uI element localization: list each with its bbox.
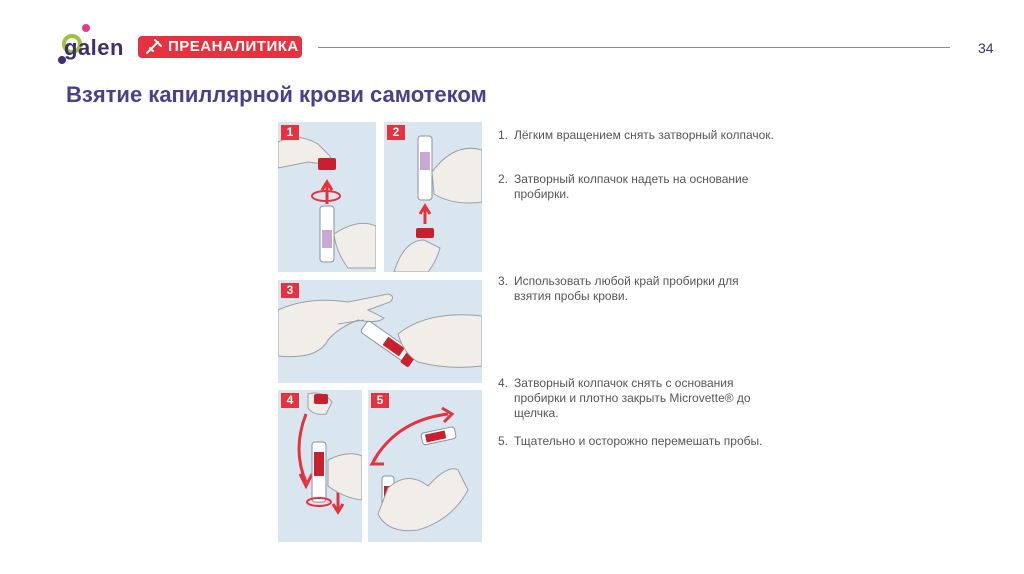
mix-sample-illustration xyxy=(368,390,482,542)
header-divider xyxy=(318,47,950,48)
page-number: 34 xyxy=(978,40,994,56)
step-text: Использовать любой край пробирки для взятия пробы крови. xyxy=(514,274,739,303)
panel-number-5: 5 xyxy=(371,393,389,408)
panel-number-4: 4 xyxy=(281,393,299,408)
illustration-panel-4 xyxy=(278,390,362,542)
illustration-panel-3 xyxy=(278,280,482,383)
step-number: 3. xyxy=(498,274,509,288)
panel-number-2: 2 xyxy=(387,125,405,140)
remove-cap-illustration xyxy=(278,122,376,272)
step-number: 2. xyxy=(498,172,509,186)
step-text: Тщательно и осторожно перемешать пробы. xyxy=(514,434,763,448)
section-badge-label: ПРЕАНАЛИТИКА xyxy=(168,38,299,55)
illustration-panel-5 xyxy=(368,390,482,542)
syringe-icon xyxy=(144,38,164,56)
instruction-step-1 xyxy=(498,128,778,143)
page-title: Взятие капиллярной крови самотеком xyxy=(66,82,487,107)
step-text: Затворный колпачок снять с основания пробирки и плотно закрыть Microvette® до щелчка. xyxy=(514,376,751,420)
instruction-step-5 xyxy=(498,434,778,449)
section-badge xyxy=(138,36,302,58)
step-text: Лёгким вращением снять затворный колпачок. xyxy=(514,128,774,142)
step-number: 4. xyxy=(498,376,509,390)
step-text: Затворный колпачок надеть на основание пробирки. xyxy=(514,172,749,201)
step-number: 5. xyxy=(498,434,509,448)
close-cap-illustration xyxy=(278,390,362,542)
panel-number-1: 1 xyxy=(281,125,299,140)
instruction-step-3 xyxy=(498,274,778,304)
panel-number-3: 3 xyxy=(281,283,299,298)
blood-collection-illustration xyxy=(278,280,482,383)
header xyxy=(0,0,1024,80)
step-number: 1. xyxy=(498,128,509,142)
illustration-panel-1 xyxy=(278,122,376,272)
instruction-step-2 xyxy=(498,172,778,202)
cap-on-base-illustration xyxy=(384,122,482,272)
instruction-step-4 xyxy=(498,376,778,421)
logo-text: galen xyxy=(64,35,124,60)
illustration-panel-2 xyxy=(384,122,482,272)
